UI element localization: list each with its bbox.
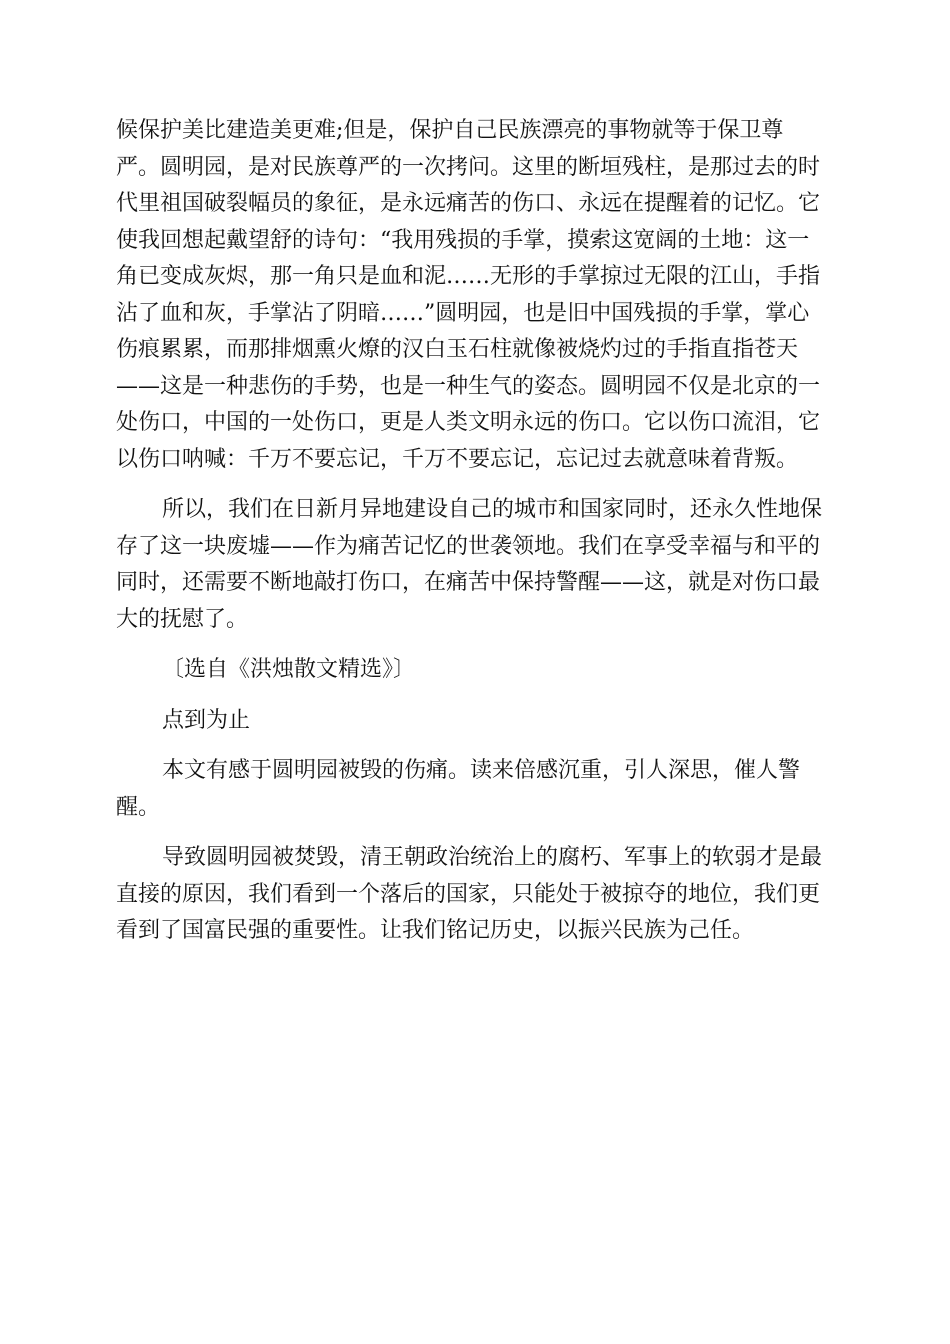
text-line: 角已变成灰烬，那一角只是血和泥……无形的手掌掠过无限的江山，手指: [116, 264, 821, 289]
text-line: 使我回想起戴望舒的诗句：“我用残损的手掌，摸索这宽阔的土地：这一: [116, 227, 810, 253]
text-line: 所以，我们在日新月异地建设自己的城市和国家同时，还永久性地保: [162, 497, 823, 522]
text-line: 以伤口呐喊：千万不要忘记，千万不要忘记，忘记过去就意味着背叛。: [116, 446, 799, 472]
paragraph-conclusion: [116, 492, 836, 638]
text-line: 严。圆明园，是对民族尊严的一次拷问。这里的断垣残柱，是那过去的时: [116, 154, 821, 180]
text-line: ——这是一种悲伤的手势，也是一种生气的姿态。圆明园不仅是北京的一: [116, 373, 821, 399]
paragraph-continued: [116, 113, 836, 478]
text-line: 存了这一块废墟——作为痛苦记忆的世袭领地。我们在享受幸福与和平的: [116, 533, 821, 559]
paragraph-commentary: [116, 753, 836, 826]
text-line: 〔选自《洪烛散文精选》〕: [162, 657, 416, 682]
text-line: 醒。: [116, 794, 161, 820]
text-line: 候保护美比建造美更难;但是，保护自己民族漂亮的事物就等于保卫尊: [116, 118, 784, 143]
text-line: 直接的原因，我们看到一个落后的国家，只能处于被掠夺的地位，我们更: [116, 881, 821, 907]
source-citation: [116, 652, 836, 689]
text-line: 同时，还需要不断地敲打伤口，在痛苦中保持警醒——这，就是对伤口最: [116, 570, 821, 595]
text-line: 伤痕累累，而那排烟熏火燎的汉白玉石柱就像被烧灼过的手指直指苍天: [116, 337, 799, 362]
text-line: 点到为止: [162, 707, 251, 733]
text-line: 本文有感于圆明园被毁的伤痛。读来倍感沉重，引人深思，催人警: [162, 758, 801, 783]
text-line: 处伤口，中国的一处伤口，更是人类文明永远的伤口。它以伤口流泪，它: [116, 410, 821, 435]
text-line: 沾了血和灰，手掌沾了阴暗……”圆明园，也是旧中国残损的手掌，掌心: [116, 300, 810, 326]
document-body: [116, 113, 836, 950]
section-heading: [116, 703, 836, 740]
paragraph-analysis: [116, 840, 836, 950]
text-line: 导致圆明园被焚毁，清王朝政治统治上的腐朽、军事上的软弱才是最: [162, 845, 823, 870]
text-line: 代里祖国破裂幅员的象征，是永远痛苦的伤口、永远在提醒着的记忆。它: [116, 191, 821, 216]
text-line: 大的抚慰了。: [116, 606, 249, 632]
text-line: 看到了国富民强的重要性。让我们铭记历史，以振兴民族为己任。: [116, 918, 755, 943]
